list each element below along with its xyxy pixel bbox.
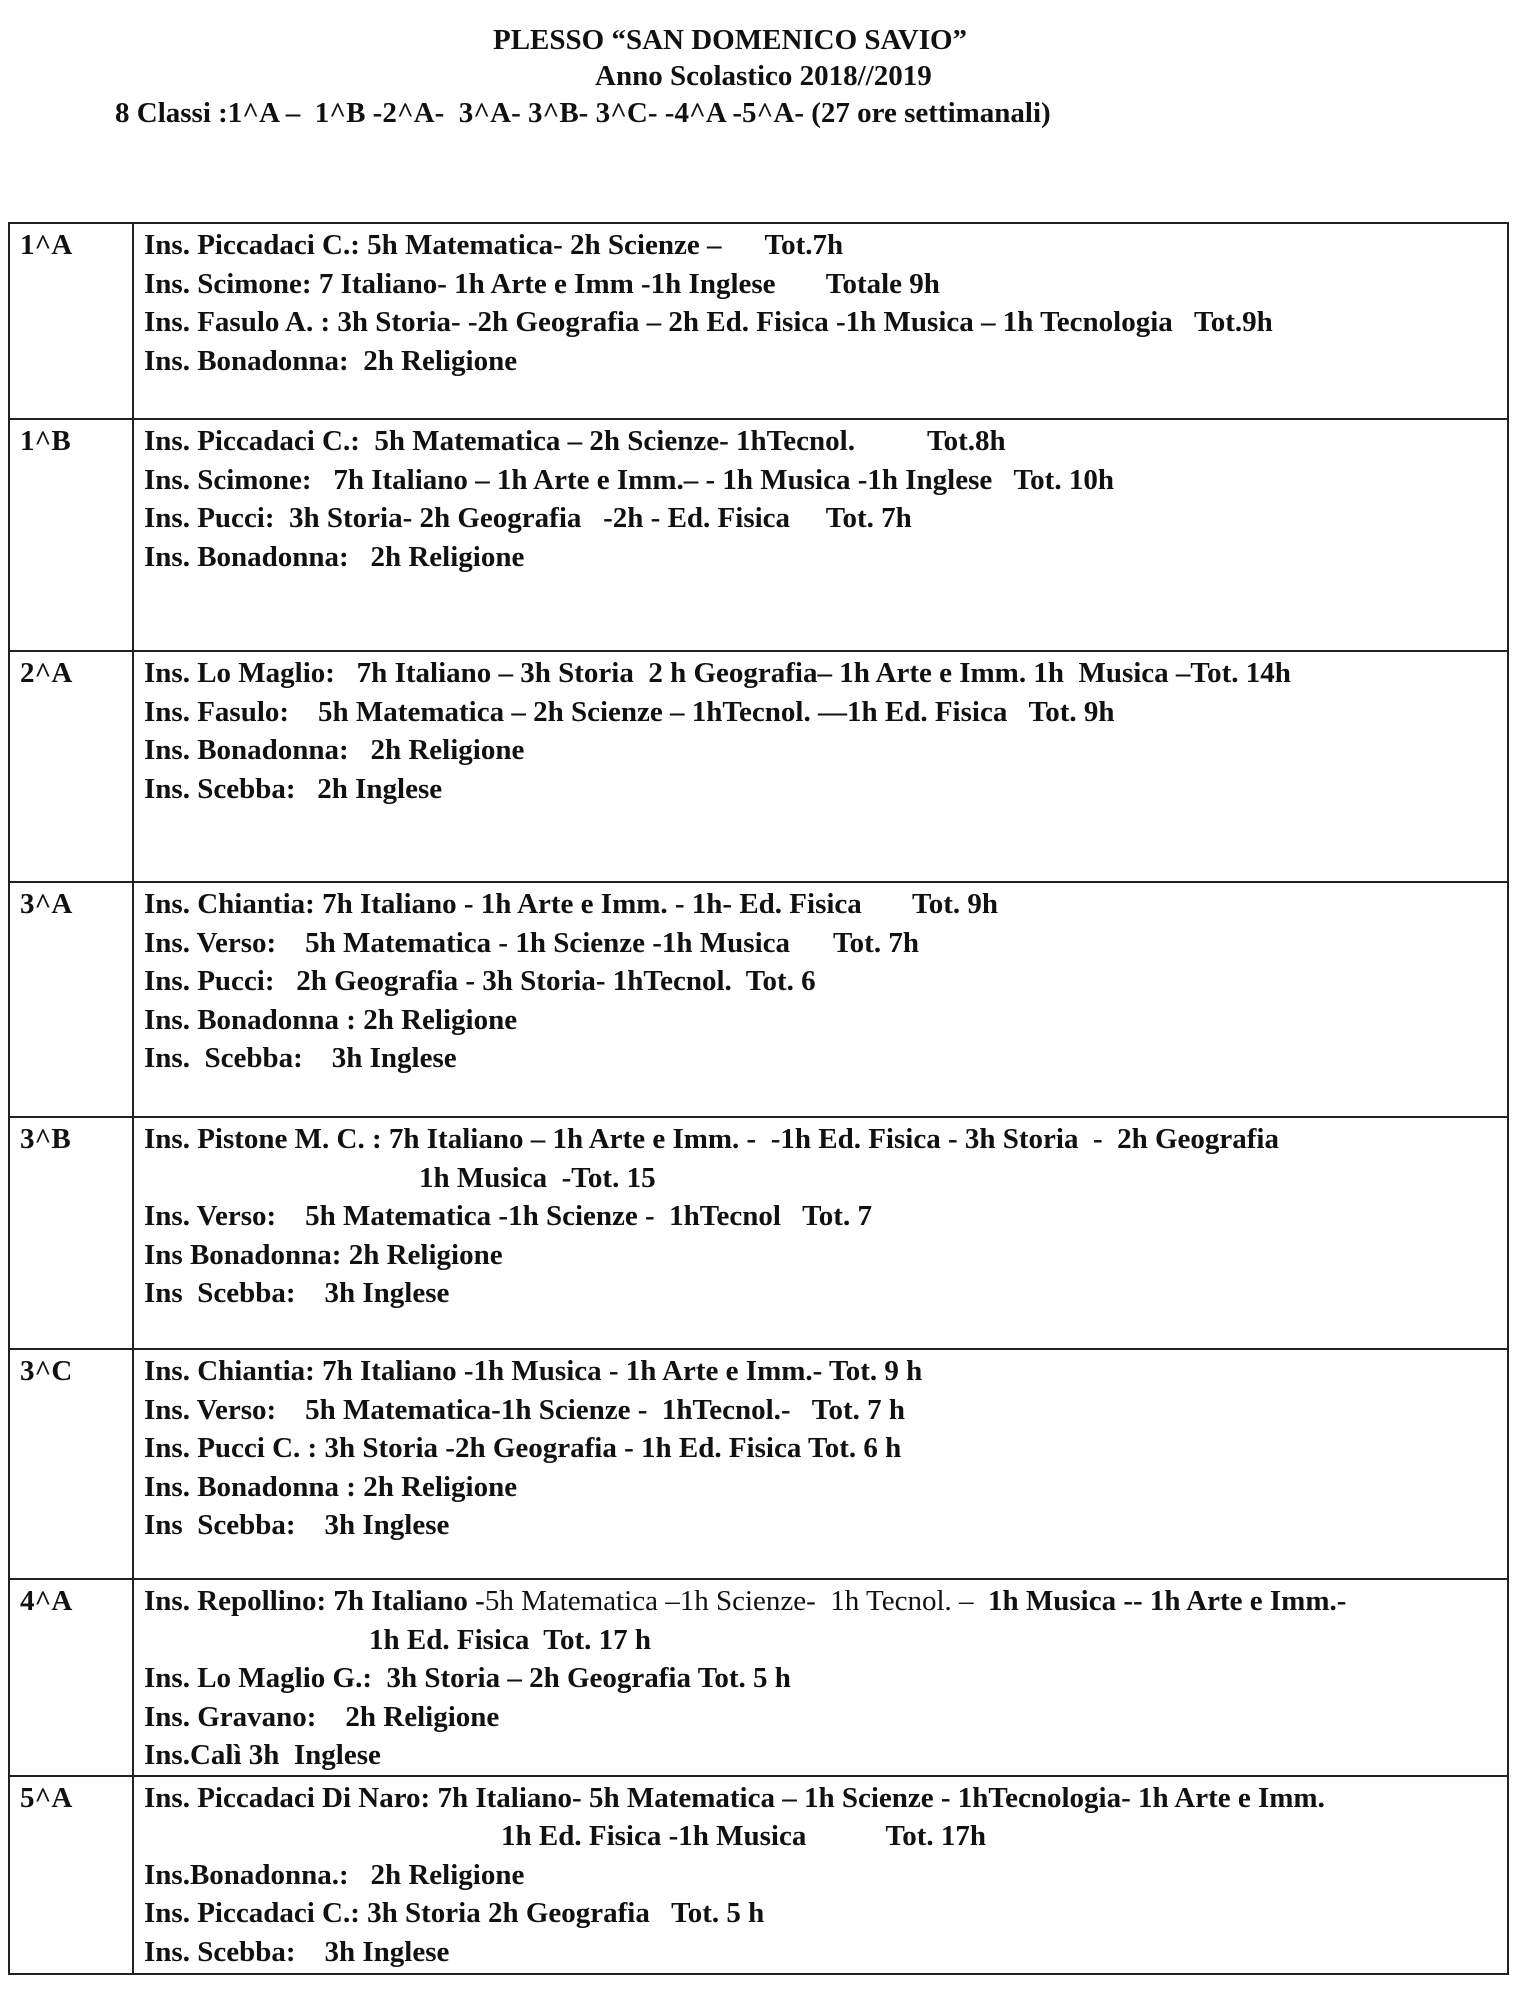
- teacher-line: Ins. Scimone: 7 Italiano- 1h Arte e Imm -1h Inglese Totale 9h: [144, 267, 940, 300]
- teacher-line: Ins. Piccadaci C.: 5h Matematica- 2h Scienze – Tot.7h: [144, 229, 844, 261]
- teacher-line: Ins. Bonadonna : 2h Religione: [144, 1003, 518, 1036]
- teacher-line-continuation: 1h Ed. Fisica Tot. 17 h: [369, 1623, 652, 1656]
- teacher-line: Ins. Verso: 5h Matematica -1h Scienze - 1hTecnol Tot. 7: [144, 1200, 872, 1232]
- teacher-line-continuation: 1h Musica -Tot. 15: [419, 1161, 656, 1194]
- class-teachers: [133, 419, 1508, 651]
- teacher-line-part: 1h Musica -- 1h Arte e Imm.-: [973, 1585, 1347, 1617]
- class-label: 3^B: [9, 1117, 133, 1349]
- teacher-line-part: Ins. Repollino: 7h Italiano -: [144, 1585, 485, 1617]
- classes-summary: 8 Classi :1^A – 1^B -2^A- 3^A- 3^B- 3^C- -4^A -5^A- (27 ore settimanali): [115, 97, 1051, 129]
- table-row: [9, 1776, 1508, 1974]
- teacher-line: Ins. Gravano: 2h Religione: [144, 1700, 500, 1733]
- teacher-line: Ins. Bonadonna: 2h Religione: [144, 734, 525, 766]
- teacher-line: Ins. Scebba: 2h Inglese: [144, 772, 443, 805]
- class-teachers: [133, 1579, 1508, 1776]
- teacher-line: Ins. Piccadaci C.: 3h Storia 2h Geografia Tot. 5 h: [144, 1897, 765, 1929]
- teacher-line: Ins. Pucci: 3h Storia- 2h Geografia -2h - Ed. Fisica Tot. 7h: [144, 502, 912, 534]
- class-teachers: [133, 1349, 1508, 1579]
- class-label: 5^A: [9, 1776, 133, 1974]
- class-teachers: [133, 651, 1508, 882]
- teacher-line: Ins. Bonadonna : 2h Religione: [144, 1470, 518, 1503]
- teacher-line: Ins. Scebba: 3h Inglese: [144, 1042, 457, 1074]
- class-label: 3^A: [9, 882, 133, 1117]
- teacher-line: Ins. Lo Maglio: 7h Italiano – 3h Storia 2 h Geografia– 1h Arte e Imm. 1h Musica –Tot. 14h: [144, 657, 1291, 689]
- teacher-line: Ins. Bonadonna: 2h Religione: [144, 540, 525, 573]
- class-teachers: [133, 223, 1508, 419]
- class-label: 4^A: [9, 1579, 133, 1776]
- class-teachers: [133, 1117, 1508, 1349]
- school-year: Anno Scolastico 2018//2019: [595, 60, 932, 92]
- class-label: 2^A: [9, 651, 133, 882]
- teacher-line: Ins Scebba: 3h Inglese: [144, 1277, 450, 1309]
- teacher-line: Ins. Lo Maglio G.: 3h Storia – 2h Geografia Tot. 5 h: [144, 1662, 791, 1694]
- teacher-line: Ins. Scebba: 3h Inglese: [144, 1935, 450, 1968]
- teacher-line: [144, 1582, 1507, 1621]
- teacher-line: Ins. Chiantia: 7h Italiano -1h Musica - 1h Arte e Imm.- Tot. 9 h: [144, 1355, 923, 1387]
- teacher-line: Ins. Bonadonna: 2h Religione: [144, 344, 518, 377]
- table-row: [9, 419, 1508, 651]
- teacher-schedule-table: [8, 222, 1509, 1975]
- table-row: [9, 1349, 1508, 1579]
- teacher-line: Ins. Fasulo: 5h Matematica – 2h Scienze – 1hTecnol. —1h Ed. Fisica Tot. 9h: [144, 695, 1115, 728]
- teacher-line: Ins.Calì 3h Inglese: [144, 1739, 381, 1771]
- teacher-line: Ins. Fasulo A. : 3h Storia- -2h Geografia – 2h Ed. Fisica -1h Musica – 1h Tecnologia Tot.9h: [144, 306, 1273, 338]
- class-label: 3^C: [9, 1349, 133, 1579]
- table-row: [9, 223, 1508, 419]
- teacher-line-part: 5h Matematica –1h Scienze- 1h Tecnol. –: [484, 1585, 974, 1617]
- teacher-line: Ins. Verso: 5h Matematica-1h Scienze - 1hTecnol.- Tot. 7 h: [144, 1393, 905, 1426]
- table-row: [9, 882, 1508, 1117]
- teacher-line: Ins. Pucci: 2h Geografia - 3h Storia- 1hTecnol. Tot. 6: [144, 965, 816, 997]
- teacher-line: Ins. Scimone: 7h Italiano – 1h Arte e Imm.– - 1h Musica -1h Inglese Tot. 10h: [144, 463, 1114, 496]
- teacher-line: Ins. Piccadaci C.: 5h Matematica – 2h Scienze- 1hTecnol. Tot.8h: [144, 425, 1006, 457]
- teacher-line: Ins. Chiantia: 7h Italiano - 1h Arte e Imm. - 1h- Ed. Fisica Tot. 9h: [144, 888, 998, 920]
- plesso-title: PLESSO “SAN DOMENICO SAVIO”: [493, 24, 968, 56]
- class-label: 1^A: [9, 223, 133, 419]
- teacher-line: Ins. Pucci C. : 3h Storia -2h Geografia - 1h Ed. Fisica Tot. 6 h: [144, 1432, 902, 1464]
- table-row: [9, 651, 1508, 882]
- class-teachers: [133, 1776, 1508, 1974]
- teacher-line: Ins. Pistone M. C. : 7h Italiano – 1h Arte e Imm. - -1h Ed. Fisica - 3h Storia - 2h Geografia: [144, 1123, 1279, 1155]
- class-teachers: [133, 882, 1508, 1117]
- teacher-line: Ins.Bonadonna.: 2h Religione: [144, 1858, 525, 1891]
- teacher-line: Ins Bonadonna: 2h Religione: [144, 1238, 503, 1271]
- teacher-line: Ins. Verso: 5h Matematica - 1h Scienze -1h Musica Tot. 7h: [144, 926, 919, 959]
- teacher-line-continuation: 1h Ed. Fisica -1h Musica Tot. 17h: [501, 1820, 987, 1852]
- table-row: [9, 1579, 1508, 1776]
- teacher-line: Ins Scebba: 3h Inglese: [144, 1509, 450, 1541]
- teacher-line: Ins. Piccadaci Di Naro: 7h Italiano- 5h Matematica – 1h Scienze - 1hTecnologia- 1h Arte e Imm.: [144, 1781, 1325, 1814]
- table-row: [9, 1117, 1508, 1349]
- class-label: 1^B: [9, 419, 133, 651]
